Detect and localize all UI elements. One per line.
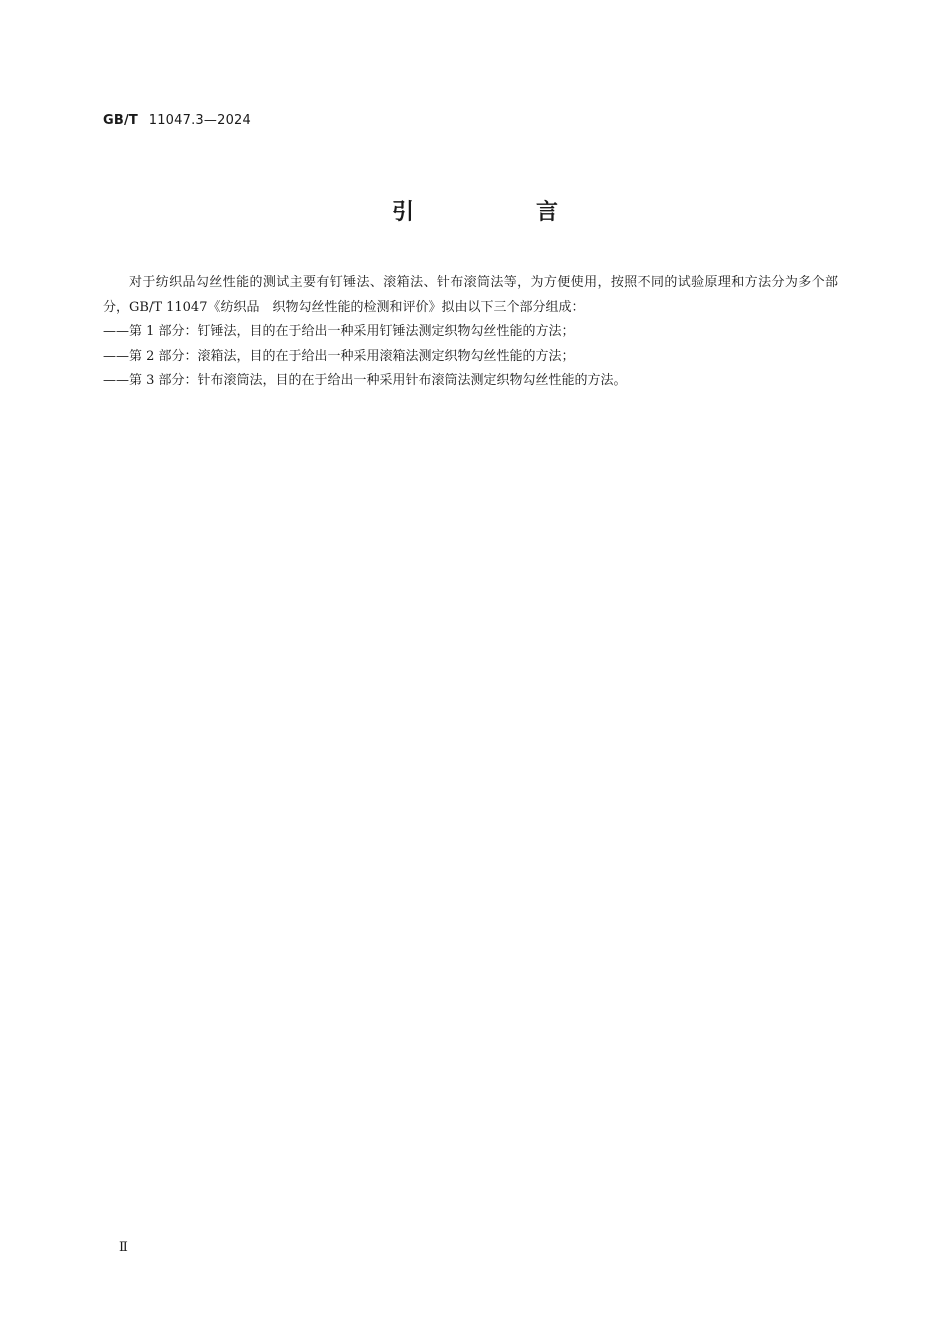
page-title: 引 言 (391, 200, 608, 225)
intro-paragraph: 对于纺织品勾丝性能的测试主要有钉锤法、滚箱法、针布滚筒法等，为方便使用，按照不同的试验原理和方法分为多个部分，GB/T 11047《纺织品 织物勾丝性能的检测和评价》拟由以下三个部分组成： (103, 275, 838, 315)
standard-code: GB/T (103, 113, 138, 128)
document-body (103, 271, 838, 394)
page-number: Ⅱ (119, 1240, 128, 1255)
list-item-part-3 (103, 369, 838, 394)
standard-number: 11047.3—2024 (148, 113, 251, 128)
list-dash: —— (103, 324, 129, 339)
list-item-part-1 (103, 320, 838, 345)
document-header (103, 113, 251, 128)
list-dash: —— (103, 348, 129, 364)
list-item-text: 第 2 部分：滚箱法，目的在于给出一种采用滚箱法测定织物勾丝性能的方法； (129, 348, 575, 364)
list-dash: —— (103, 373, 129, 388)
list-item-text: 第 1 部分：钉锤法，目的在于给出一种采用钉锤法测定织物勾丝性能的方法； (129, 324, 575, 339)
list-item-part-2 (103, 345, 838, 370)
list-item-text: 第 3 部分：针布滚筒法，目的在于给出一种采用针布滚筒法测定织物勾丝性能的方法。 (129, 373, 627, 388)
